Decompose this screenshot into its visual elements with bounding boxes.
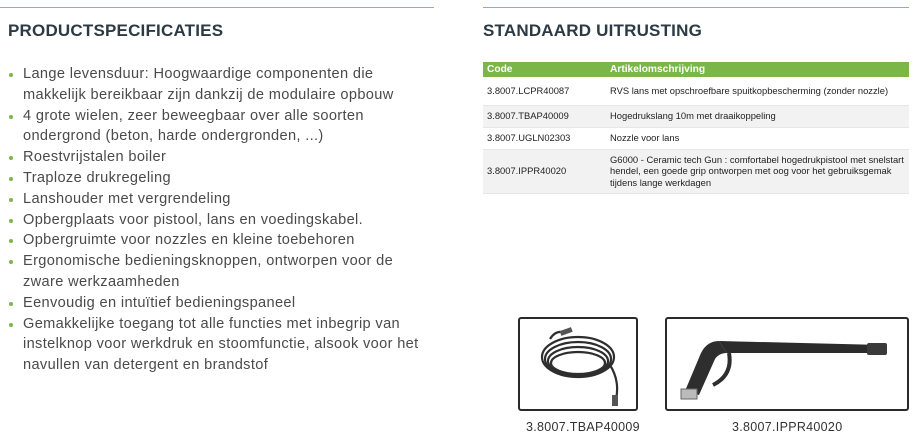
list-item: Ergonomische bedieningsknoppen, ontworpen voor de zware werkzaamheden <box>8 251 428 293</box>
list-item: Eenvoudig en intuïtief bedieningspaneel <box>8 293 428 314</box>
cell-code: 3.8007.LCPR40087 <box>483 77 606 105</box>
hose-icon <box>520 319 636 409</box>
cell-description: RVS lans met opschroefbare spuitkopbescherming (zonder nozzle) <box>606 77 909 105</box>
cell-description: Hogedrukslang 10m met draaikoppeling <box>606 105 909 127</box>
table-row <box>483 105 909 127</box>
column-header-code: Code <box>483 62 606 77</box>
top-rule-left <box>0 7 434 8</box>
cell-description: G6000 - Ceramic tech Gun : comfortabel hogedrukpistool met snelstart hendel, een goede grip ontworpen met oog voor het gebruiksgemak tijdens lange werkdagen <box>606 149 909 193</box>
equipment-heading: STANDAARD UITRUSTING <box>483 21 703 40</box>
cell-code: 3.8007.TBAP40009 <box>483 105 606 127</box>
list-item: 4 grote wielen, zeer beweegbaar over alle soorten ondergrond (beton, harde ondergronden, ...) <box>8 106 428 148</box>
feature-list <box>8 64 428 376</box>
list-item: Lange levensduur: Hoogwaardige componenten die makkelijk bereikbaar zijn dankzij de modulaire opbouw <box>8 64 428 106</box>
table-row <box>483 149 909 193</box>
list-item: Opbergruimte voor nozzles en kleine toebehoren <box>8 230 428 251</box>
cell-code: 3.8007.IPPR40020 <box>483 149 606 193</box>
gun-caption: 3.8007.IPPR40020 <box>732 420 843 434</box>
list-item: Traploze drukregeling <box>8 168 428 189</box>
table-row <box>483 77 909 105</box>
hose-image-frame <box>518 317 638 411</box>
hose-caption: 3.8007.TBAP40009 <box>526 420 640 434</box>
list-item: Gemakkelijke toegang tot alle functies met inbegrip van instelknop voor werkdruk en stoomfunctie, alsook voor het navullen van detergent en brandstof <box>8 314 428 376</box>
equipment-table <box>483 62 909 194</box>
spray-gun-icon <box>667 319 907 409</box>
column-header-description: Artikelomschrijving <box>606 62 909 77</box>
list-item: Opbergplaats voor pistool, lans en voedingskabel. <box>8 210 428 231</box>
cell-code: 3.8007.UGLN02303 <box>483 127 606 149</box>
top-rule-right <box>483 7 909 8</box>
gun-image-frame <box>665 317 909 411</box>
specs-heading: PRODUCTSPECIFICATIES <box>8 21 224 40</box>
table-header-row <box>483 62 909 77</box>
table-row <box>483 127 909 149</box>
cell-description: Nozzle voor lans <box>606 127 909 149</box>
list-item: Roestvrijstalen boiler <box>8 147 428 168</box>
list-item: Lanshouder met vergrendeling <box>8 189 428 210</box>
